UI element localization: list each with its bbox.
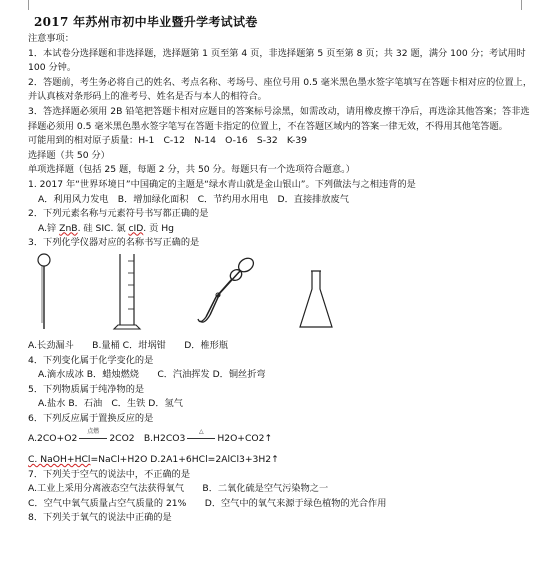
- section-desc: 单项选择题（包括 25 题，每题 2 分，共 50 分。每题只有一个选项符合题意。）: [28, 164, 355, 176]
- question-6-stem: 6．下列反应属于置换反应的是: [28, 412, 154, 424]
- question-7-stem: 7．下列关于空气的说法中，不正确的是: [28, 468, 191, 480]
- question-8-stem-partial: 8．下列关于氧气的说法中正确的是: [28, 512, 172, 524]
- q6-a-condition: 点燃: [87, 428, 100, 436]
- question-2-stem: 2．下列元素名称与元素符号书写都正确的是: [28, 208, 209, 220]
- question-4-stem: 4．下列变化属于化学变化的是: [28, 354, 154, 366]
- question-3-stem: 3．下列化学仪器对应的名称书写正确的是: [28, 237, 200, 249]
- note-3: 3．答选择题必须用 2B 铅笔把答题卡相对应题目的答案标号涂黑，如需改动，请用橡皮擦干净后，再选涂其他答案；答非选择题必须用 0.5 毫米黑色墨水签字笔写在答题卡指定的位置上，不在答题区域内的答案一律无效，不得用其他笔答题。: [28, 105, 530, 132]
- question-6-options-ab: [28, 428, 538, 447]
- question-1-options: A．利用风力发电 B．增加绿化面积 C．节约用水用电 D．直接排放废气: [38, 193, 349, 205]
- conical-flask-icon: [298, 269, 334, 331]
- q6-a-condition-arrow: [77, 428, 109, 447]
- question-5-options: A.盐水 B．石油 C．生铁 D．氢气: [38, 398, 183, 410]
- q2-text-b: . 硅 SIC. 氯: [77, 222, 129, 234]
- question-6-options-cd: [28, 453, 538, 468]
- question-2-options: [28, 222, 538, 237]
- crucible-tongs-icon: [196, 255, 260, 331]
- question-7-options-ab: A.工业上采用分离液态空气法获得氧气 B．二氧化硫是空气污染物之一: [28, 483, 329, 495]
- question-4-options: A.滴水成冰 B．蜡烛燃烧 C．汽油挥发 D．铜丝折弯: [38, 369, 266, 381]
- question-7-options-cd: C．空气中氧气质量占空气质量的 21% D．空气中的氧气来源于绿色植物的光合作用: [28, 497, 387, 509]
- graduated-cylinder-icon: [112, 251, 142, 335]
- notes-heading: 注意事项：: [28, 33, 74, 44]
- page-corner-mark: [18, 0, 29, 10]
- q2-symbol-zn: ZnB: [59, 222, 78, 234]
- q2-symbol-cl: cID: [128, 222, 144, 234]
- question-1-stem: 1. 2017 年“世界环境日”中国确定的主题是“绿水青山就是金山银山”。下列做法与之相违背的是: [28, 178, 416, 190]
- apparatus-figures: [28, 251, 538, 339]
- page-title: 2017 年苏州市初中毕业暨升学考试试卷: [34, 15, 258, 29]
- q2-text-a: A.锌: [38, 222, 60, 234]
- atomic-mass: 可能用到的相对原子质量：H-1 C-12 N-14 O-16 S-32 K-39: [28, 135, 307, 147]
- question-5-stem: 5．下列物质属于纯净物的是: [28, 383, 145, 395]
- q2-text-d: . 贡 Hg: [143, 222, 174, 234]
- q6-b-condition: △: [199, 428, 204, 436]
- q6-b-right: H2O+CO2↑: [217, 433, 273, 445]
- q6-a-right: 2CO2 B.H2CO3: [109, 433, 186, 445]
- q6-c-lhs: C. NaOH+HCl: [28, 454, 91, 466]
- section-title: 选择题（共 50 分）: [28, 149, 110, 161]
- q6-c-rest: =NaCl+H2O D.2A1+6HCl=2AlCl3+3H2↑: [90, 454, 279, 466]
- page-corner-mark: [521, 0, 532, 10]
- q6-b-condition-arrow: [185, 428, 217, 447]
- funnel-icon: [30, 253, 58, 333]
- q6-a-left: A.2CO+O2: [28, 433, 78, 445]
- question-3-options: A.长劲漏斗 B.量桶 C．坩埚钳 D．椎形瓶: [28, 339, 229, 351]
- note-1: 1．本试卷分选择题和非选择题，选择题第 1 页至第 4 页，非选择题第 5 页至第 8 页；共 32 题，满分 100 分；考试用时 100 分钟。: [28, 47, 526, 74]
- note-2: 2．答题前，考生务必将自己的姓名、考点名称、考场号、座位号用 0.5 毫米黑色墨水签字笔填写在答题卡相对应的位置上，并认真核对条形码上的准考号、姓名是否与本人的相符合。: [28, 76, 533, 103]
- exam-page: [28, 12, 538, 524]
